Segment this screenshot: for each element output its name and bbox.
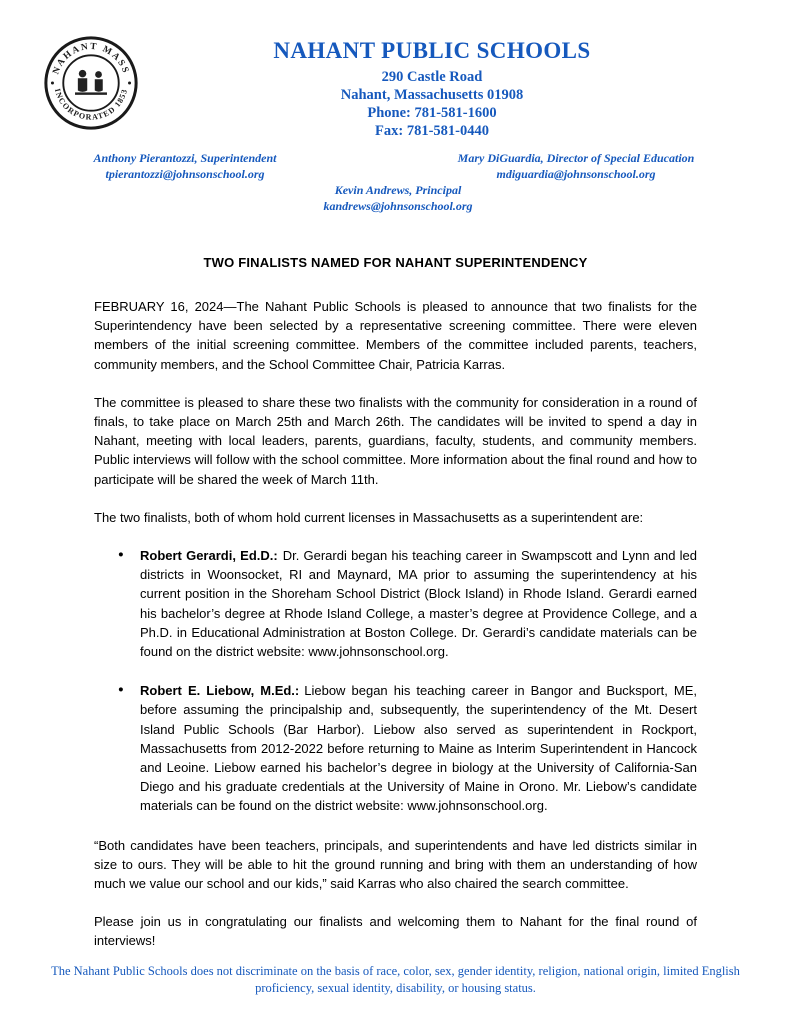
school-seal-graphic <box>44 36 138 130</box>
bullet-icon: ● <box>118 549 124 561</box>
footer-nondiscrimination: The Nahant Public Schools does not discriminate on the basis of race, color, sex, gender identity, religion, national origin, limited English proficiency, sexual identity, disability, or housing status. <box>51 964 740 995</box>
list-item <box>94 681 697 815</box>
contacts-block <box>60 151 736 214</box>
school-phone: Phone: 781-581-1600 <box>367 105 497 122</box>
contact-superintendent <box>60 151 310 182</box>
finalist-name: Robert E. Liebow, M.Ed.: <box>140 683 300 699</box>
document-title: TWO FINALISTS NAMED FOR NAHANT SUPERINTENDENCY <box>203 255 588 270</box>
finalist-name: Robert Gerardi, Ed.D.: <box>140 548 278 564</box>
finalist-bio: Liebow began his teaching career in Bangor and Bucksport, ME, before assuming the principalship and, subsequently, the superintendency of the Mt. Desert Island Public Schools (Bar Harbor). Liebow also served as superintendent in Rockport, Massachusetts from 2012-2022 before returning to Maine as Interim Superintendent in Hancock and Leoine. Liebow earned his bachelor’s degree in biology at the University of California-San Diego and his graduate credentials at the University of Maine in Orono. Mr. Liebow’s candidate materials can be found on the district website: www.johnsonschool.org. <box>140 683 697 814</box>
paragraph-3: The two finalists, both of whom hold current licenses in Massachusetts as a superintendent are: <box>94 509 644 525</box>
paragraph-4: “Both candidates have been teachers, principals, and superintendents and have led districts similar in size to ours. They will be able to hit the ground running and bring with them an understanding of how much we value our school and our kids,” said Karras who also chaired the search committee. <box>94 837 697 892</box>
school-city: Nahant, Massachusetts 01908 <box>340 87 524 104</box>
seal-arc-top-text: NAHANT MASS <box>51 41 131 76</box>
contact-name: Mary DiGuardia, Director of Special Education <box>457 151 695 165</box>
contact-email: kandrews@johnsonschool.org <box>323 198 473 213</box>
paragraph-1: FEBRUARY 16, 2024—The Nahant Public Schools is pleased to announce that two finalists for the Superintendency have been selected by a representative screening committee. There were eleven members of the initial screening committee. Members of the committee included parents, teachers, community members, and the School Committee Chair, Patricia Karras. <box>94 299 697 372</box>
paragraph-5: Please join us in congratulating our finalists and welcoming them to Nahant for the final round of interviews! <box>94 914 697 949</box>
contact-name: Anthony Pierantozzi, Superintendent <box>93 151 277 165</box>
contact-name: Kevin Andrews, Principal <box>334 183 462 197</box>
school-address: 290 Castle Road <box>381 69 483 86</box>
finalists-list <box>94 546 697 816</box>
school-name: NAHANT PUBLIC SCHOOLS <box>273 38 591 63</box>
finalist-bio: Dr. Gerardi began his teaching career in Swampscott and Lynn and led districts in Woonsocket, RI and Maynard, MA prior to assuming the superintendency at his current position in the Shoreham School District (Block Island) in Rhode Island. Gerardi earned his bachelor’s degree at Rhode Island College, a master’s degree at Providence College, and a Ph.D. in Educational Administration at Boston College. Dr. Gerardi’s candidate materials can be found on the district website: www.johnsonschool.org. <box>140 548 697 660</box>
contact-special-education <box>416 151 736 182</box>
letterhead <box>0 0 791 214</box>
paragraph-2: The committee is pleased to share these two finalists with the community for consideration in a round of finals, to take place on March 25th and March 26th. The candidates will be invited to spend a day in Nahant, meeting with local leaders, parents, guardians, faculty, students, and community members. Public interviews will follow with the school committee. More information about the final round and how to participate will be shared the week of March 11th. <box>94 394 697 487</box>
school-fax: Fax: 781-581-0440 <box>375 123 489 140</box>
bullet-icon: ● <box>118 684 124 696</box>
contact-principal <box>60 183 736 214</box>
school-header-block <box>212 38 652 140</box>
document-body <box>94 297 697 951</box>
contact-email: mdiguardia@johnsonschool.org <box>496 166 656 181</box>
school-seal <box>44 36 138 130</box>
seal-arc-bottom-text: INCORPORATED 1853 <box>52 87 130 122</box>
contact-email: tpierantozzi@johnsonschool.org <box>105 166 265 181</box>
list-item <box>94 546 697 661</box>
